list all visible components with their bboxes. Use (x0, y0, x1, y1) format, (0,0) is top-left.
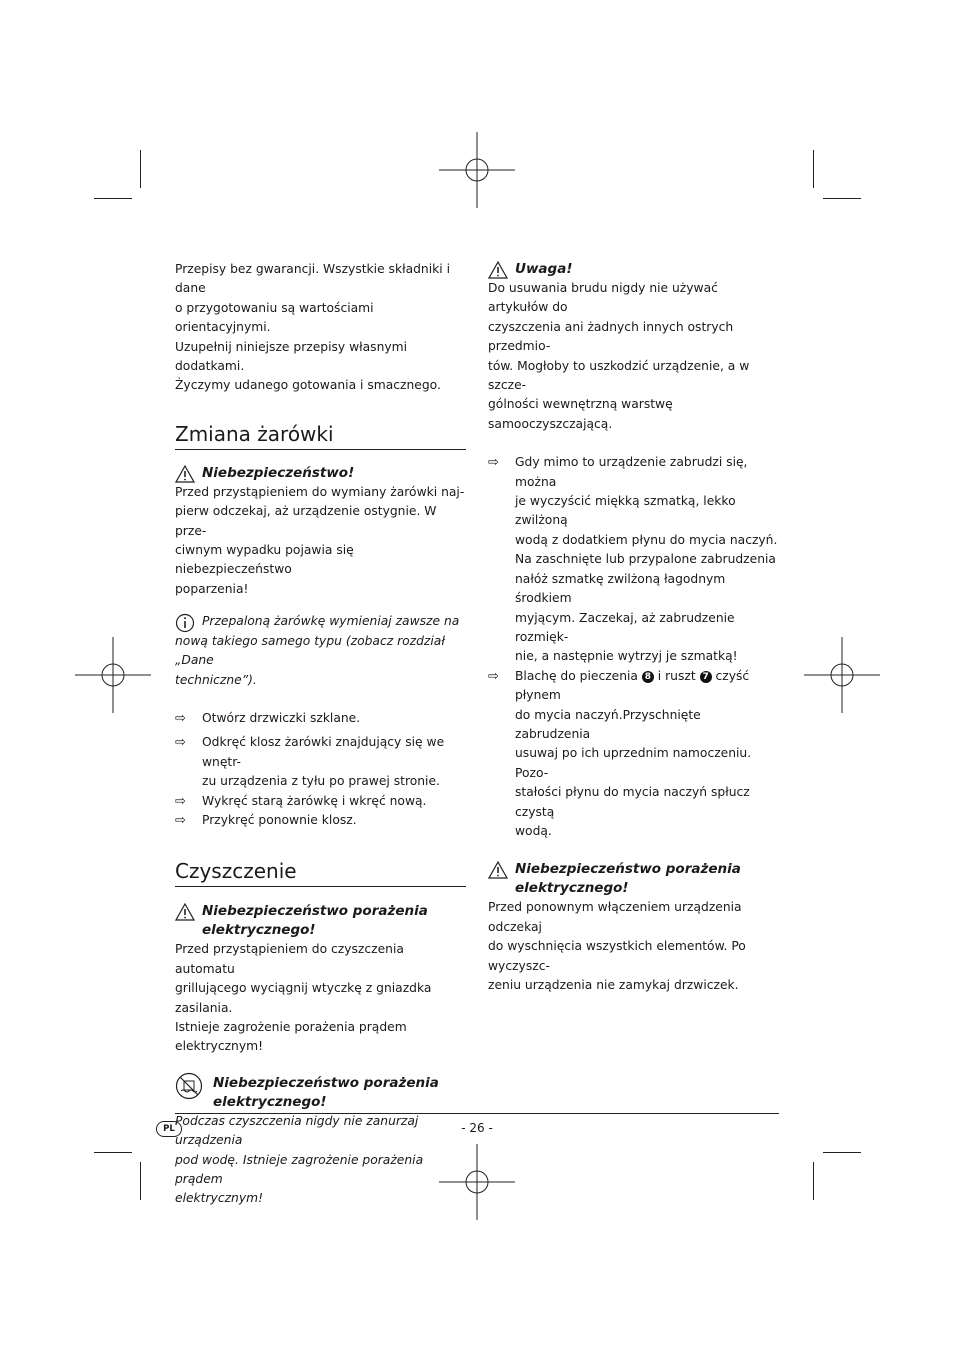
arrow-right-icon: ⇨ (488, 455, 499, 471)
warning-text: Przed przystąpieniem do wymiany żarówki naj- pierw odczekaj, aż urządzenie ostygnie. W prze- ciwnym wypadku pojawia się niebezpieczeństwo poparzenia! (175, 484, 465, 596)
step-list (488, 453, 779, 841)
info-note: Przepaloną żarówkę wymieniaj zawsze na nową takiego samego typu (zobacz rozdział „Dane techniczne”). (175, 614, 460, 687)
warning-heading: Niebezpieczeństwo porażenia elektrycznego! (488, 860, 779, 898)
crop-mark (94, 1152, 132, 1153)
crop-mark (140, 1162, 141, 1200)
part-number-badge: 8 (642, 671, 654, 683)
crop-mark (823, 1152, 861, 1153)
arrow-right-icon: ⇨ (175, 735, 186, 751)
language-badge: PL (156, 1121, 182, 1137)
warning-text: Przed ponownym włączeniem urządzenia odczekaj do wyschnięcia wszystkich elementów. Po wyczyszc- zeniu urządzenia nie zamykaj drzwiczek. (488, 900, 746, 992)
warning-heading: Niebezpieczeństwo! (175, 464, 466, 483)
part-number-badge: 7 (700, 671, 712, 683)
list-item: ⇨ Gdy mimo to urządzenie zabrudzi się, można je wyczyścić miękką szmatką, lekko zwilżoną wodą z dodatkiem płynu do mycia naczyń. Na zaschnięte lub przypalone zabrudzenia nałóż szmatkę zwilżoną łagodnym środkiem myjącym. Zaczekaj, aż zabrudzenie rozmięk- nie, a następnie wytrzyj je szmatką! (488, 455, 778, 664)
registration-mark-icon (804, 637, 880, 713)
warning-text: Przed przystąpieniem do czyszczenia automatu grillującego wyciągnij wtyczkę z gniazdka zasilania. Istnieje zagrożenie porażenia prądem elektrycznym! (175, 942, 432, 1054)
warning-text: Podczas czyszczenia nigdy nie zanurzaj urządzenia pod wodę. Istnieje zagrożenie porażenia prądem elektrycznym! (175, 1113, 424, 1206)
info-icon (175, 613, 195, 633)
crop-mark (823, 198, 861, 199)
list-item: ⇨ Blachę do pieczenia 8 i ruszt 7 czyść płynem do mycia naczyń.Przyschnięte zabrudzenia usuwaj po ich uprzednim namoczeniu. Pozo- stałości płynu do mycia naczyń spłucz czystą wodą. (488, 668, 752, 838)
list-item: ⇨ Wykręć starą żarówkę i wkręć nową. (175, 792, 466, 811)
warning-heading: Niebezpieczeństwo porażenia elektrycznego! (175, 1074, 466, 1112)
no-water-immersion-icon (175, 1072, 203, 1100)
arrow-right-icon: ⇨ (175, 793, 186, 809)
registration-mark-icon (75, 637, 151, 713)
page-number: - 26 - (461, 1121, 493, 1135)
footer-divider (175, 1113, 779, 1114)
crop-mark (140, 150, 141, 188)
section-title-cleaning: Czyszczenie (175, 858, 466, 887)
left-column (175, 260, 466, 1209)
registration-mark-icon (439, 132, 515, 208)
arrow-right-icon: ⇨ (488, 668, 499, 684)
right-column (488, 260, 779, 995)
list-item: ⇨ Otwórz drzwiczki szklane. (175, 709, 466, 728)
arrow-right-icon: ⇨ (175, 812, 186, 828)
list-item: ⇨ Przykręć ponownie klosz. (175, 811, 466, 830)
step-list (175, 709, 466, 830)
warning-triangle-icon (175, 465, 195, 483)
warning-heading: Niebezpieczeństwo porażenia elektrycznego! (175, 902, 466, 940)
warning-triangle-icon (175, 903, 195, 921)
warning-triangle-icon (488, 861, 508, 879)
crop-mark (813, 150, 814, 188)
arrow-right-icon: ⇨ (175, 710, 186, 726)
crop-mark (94, 198, 132, 199)
warning-heading: Uwaga! (488, 260, 779, 279)
warning-text: Do usuwania brudu nigdy nie używać artykułów do czyszczenia ani żadnych innych ostrych przedmio- tów. Mogłoby to uszkodzić urządzenie, a w szcze- gólności wewnętrzną warstwę samooczyszczającą. (488, 281, 750, 431)
list-item: ⇨ Odkręć klosz żarówki znajdujący się we wnętr- zu urządzenia z tyłu po prawej stronie. (175, 735, 445, 789)
intro-text: Przepisy bez gwarancji. Wszystkie składniki i dane o przygotowaniu są wartościami orientacyjnymi. Uzupełnij niniejsze przepisy własnymi dodatkami. Życzymy udanego gotowania i smacznego. (175, 262, 450, 393)
section-title-bulb: Zmiana żarówki (175, 421, 466, 450)
warning-triangle-icon (488, 261, 508, 279)
crop-mark (813, 1162, 814, 1200)
